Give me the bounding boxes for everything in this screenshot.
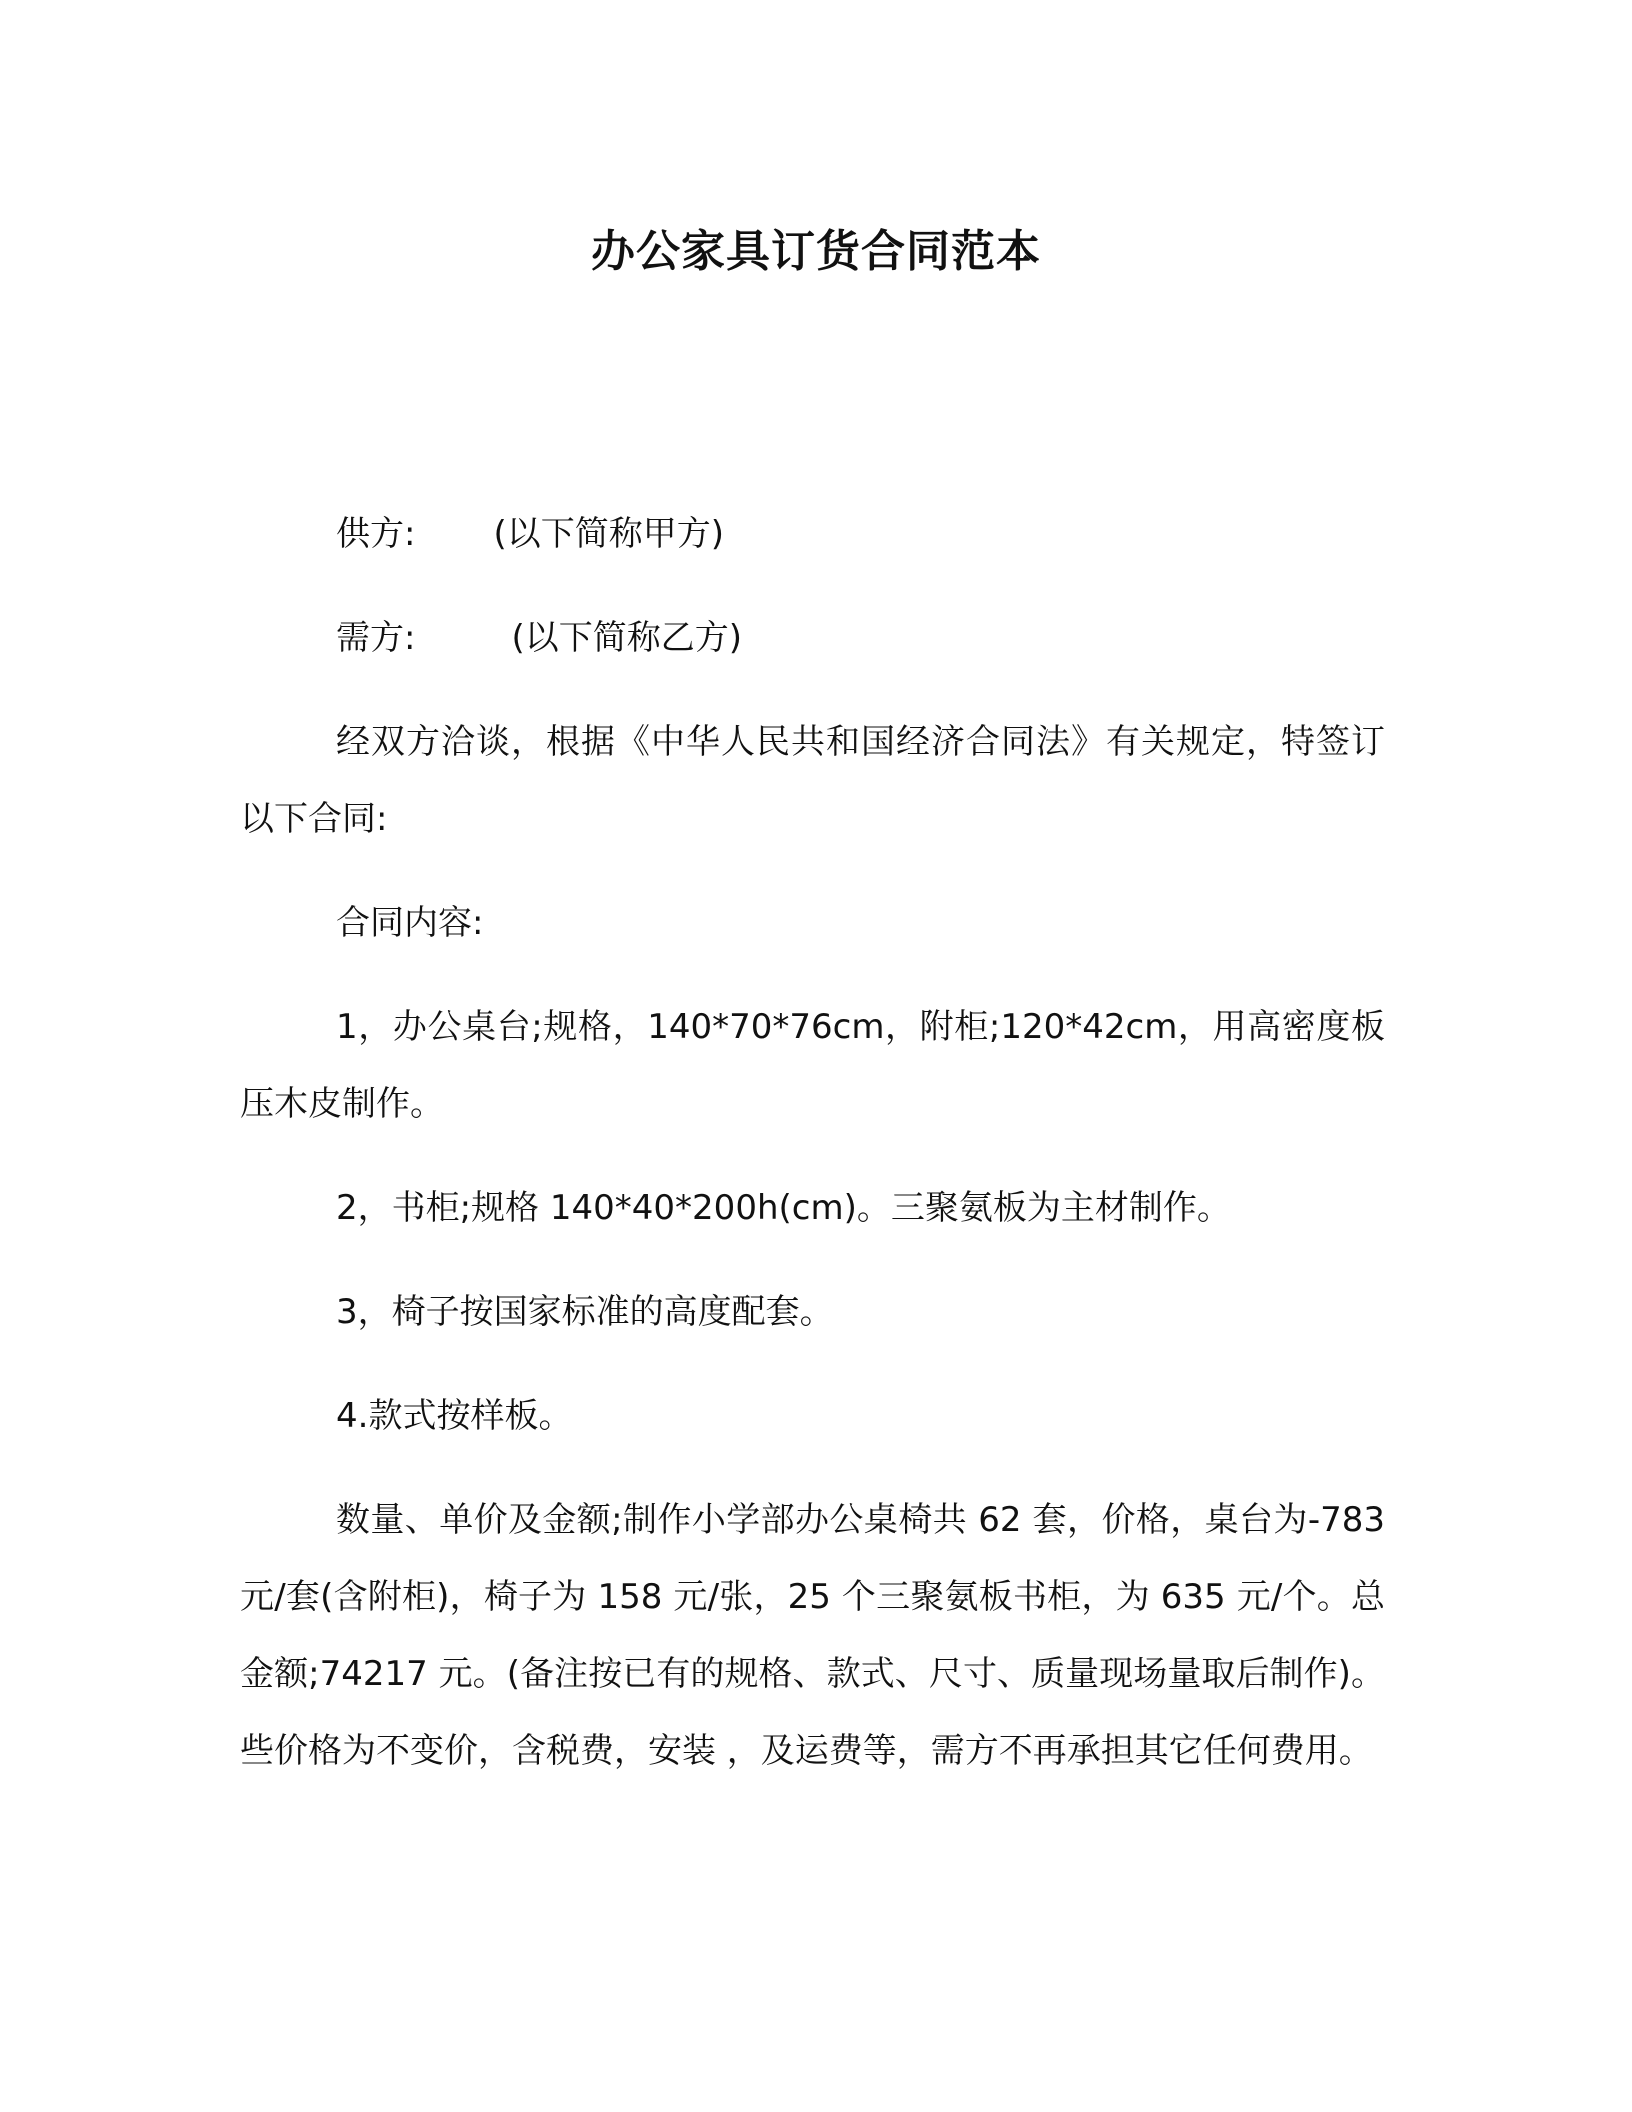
content-heading: 合同内容:: [336, 903, 484, 943]
supplier-label: 供方:: [336, 514, 416, 554]
document-body: [240, 496, 1385, 1817]
supplier-line: [240, 496, 1385, 573]
item-4-paragraph: 4.款式按样板。: [336, 1396, 573, 1436]
supplier-note: (以下简称甲方): [493, 514, 724, 554]
item-1-paragraph: 1，办公桌台;规格，140*70*76cm，附柜;120*42cm，用高密度板压木皮制作。: [240, 1007, 1385, 1124]
intro-paragraph: 经双方洽谈，根据《中华人民共和国经济合同法》有关规定，特签订以下合同:: [240, 722, 1385, 839]
item-2-paragraph: 2，书柜;规格 140*40*200h(cm)。三聚氨板为主材制作。: [336, 1188, 1231, 1228]
item-3-paragraph: 3，椅子按国家标准的高度配套。: [336, 1292, 834, 1332]
document-title: 办公家具订货合同范本: [591, 226, 1041, 277]
pricing-paragraph: 数量、单价及金额;制作小学部办公桌椅共 62 套，价格，桌台为-783 元/套(含附柜)，椅子为 158 元/张，25 个三聚氨板书柜，为 635 元/个。总金额;74217 元。(备注按已有的规格、款式、尺寸、质量现场量取后制作)。些价格为不变价，含税费，安装 ，及运费等，需方不再承担其它任何费用。: [240, 1500, 1385, 1771]
buyer-note: (以下简称乙方): [511, 618, 742, 658]
buyer-label: 需方:: [336, 618, 416, 658]
buyer-line: [240, 600, 1385, 677]
